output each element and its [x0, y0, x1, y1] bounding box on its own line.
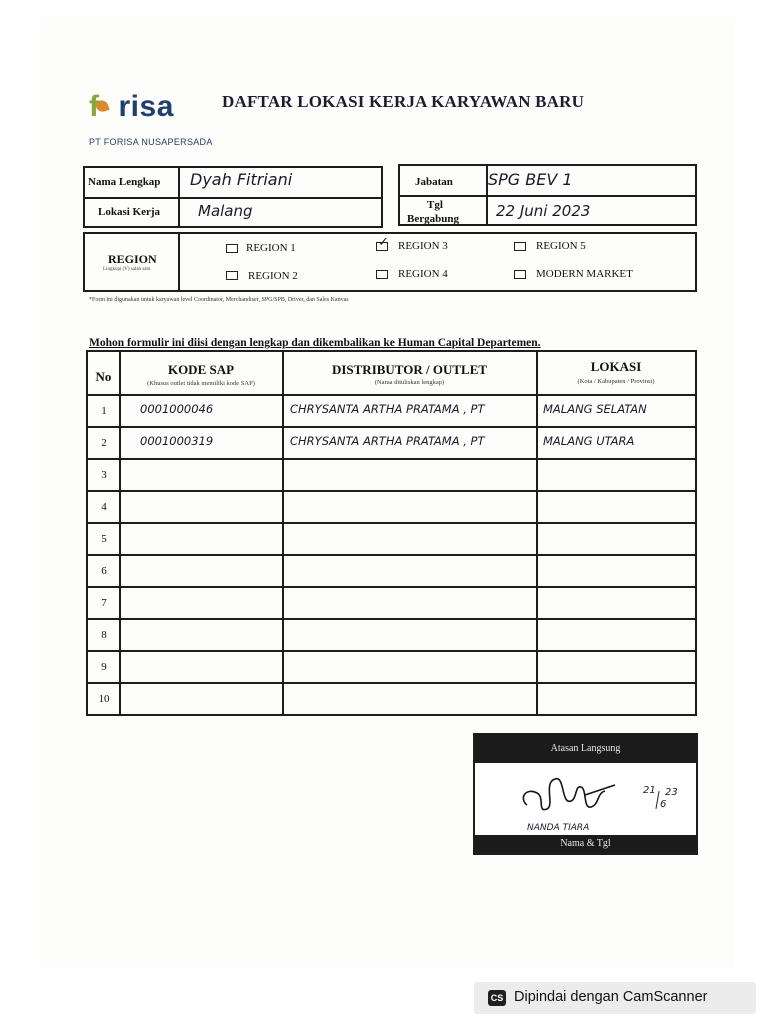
table-row	[88, 650, 695, 682]
row-number: 3	[101, 469, 107, 481]
row-number: 6	[101, 565, 107, 577]
cell-distributor[interactable]: CHRYSANTA ARTHA PRATAMA , PT	[290, 434, 485, 448]
row-number: 10	[98, 693, 110, 705]
region-1-checkbox[interactable]	[226, 244, 238, 253]
divider	[84, 197, 382, 199]
divider	[178, 233, 180, 291]
table-row	[88, 618, 695, 650]
table-row	[88, 682, 695, 714]
header-lokasi: LOKASI	[590, 359, 642, 374]
header-lokasi-note: (Kota / Kabupaten / Provinsi)	[577, 378, 655, 385]
header-kode-sap-note: (Khusus outlet tidak memiliki kode SAP)	[147, 380, 255, 387]
region-5-label: REGION 5	[536, 240, 586, 252]
region-4-checkbox[interactable]	[376, 270, 388, 279]
signature-date-day: 21	[643, 785, 656, 796]
bergabung-label: Bergabung	[407, 213, 459, 225]
region-3-label: REGION 3	[398, 240, 448, 252]
table-row	[88, 522, 695, 554]
checkmark-icon: ✓	[378, 235, 389, 250]
camscanner-text: Dipindai dengan CamScanner	[514, 989, 708, 1005]
nama-value: Dyah Fitriani	[190, 170, 293, 189]
row-number: 7	[101, 597, 107, 609]
supervisor-signature-box	[473, 733, 698, 855]
row-number: 2	[101, 437, 107, 449]
signature-mark	[515, 765, 635, 825]
tgl-label: Tgl	[427, 199, 443, 211]
header-kode-sap: KODE SAP	[167, 362, 235, 377]
instruction-text: Mohon formulir ini diisi dengan lengkap dan dikembalikan ke Human Capital Departemen.	[89, 337, 541, 349]
modern-market-label: MODERN MARKET	[536, 268, 633, 280]
jabatan-value: SPG BEV 1	[488, 170, 573, 189]
camscanner-badge	[474, 982, 756, 1014]
cell-kode-sap[interactable]: 0001000046	[140, 402, 214, 416]
company-name: PT FORISA NUSAPERSADA	[89, 137, 213, 147]
nama-label: Nama Lengkap	[88, 176, 161, 188]
region-sublabel: Lingkupi (V) salah satu	[103, 267, 151, 272]
cell-kode-sap[interactable]: 0001000319	[140, 434, 214, 448]
divider	[399, 195, 696, 197]
signature-name: NANDA TIARA	[527, 823, 590, 833]
camscanner-icon: CS	[488, 990, 506, 1006]
cell-lokasi[interactable]: MALANG UTARA	[543, 434, 635, 448]
tgl-value: 22 Juni 2023	[496, 202, 591, 220]
location-table	[86, 350, 697, 716]
signature-footer: Nama & Tgl	[475, 835, 696, 853]
row-number: 5	[101, 533, 107, 545]
jabatan-label: Jabatan	[415, 176, 453, 188]
modern-market-checkbox[interactable]	[514, 270, 526, 279]
table-row	[88, 458, 695, 490]
header-distributor-note: (Nama dituliskan lengkap)	[374, 379, 445, 386]
table-row	[88, 554, 695, 586]
region-box	[83, 232, 697, 292]
page-title: DAFTAR LOKASI KERJA KARYAWAN BARU	[222, 92, 585, 111]
row-number: 1	[101, 405, 107, 417]
signature-header: Atasan Langsung	[475, 735, 696, 763]
region-2-label: REGION 2	[248, 270, 298, 282]
region-2-checkbox[interactable]	[226, 271, 238, 280]
lokasi-value: Malang	[198, 202, 253, 220]
row-number: 8	[101, 629, 107, 641]
region-5-checkbox[interactable]	[514, 242, 526, 251]
table-row	[88, 394, 695, 426]
row-number: 4	[101, 501, 107, 513]
signature-date-year: 23	[665, 787, 678, 798]
date-slash	[655, 791, 659, 809]
form-note: *Form ini digunakan untuk karyawan level Coordinator, Merchandiser, SPG/SPB, Driver, dan Sales Kanvas	[89, 297, 349, 303]
table-row	[88, 426, 695, 458]
signature-date-month: 6	[660, 799, 667, 810]
header-no: No	[95, 369, 112, 384]
table-row	[88, 490, 695, 522]
forisa-logo: f risa	[89, 90, 174, 123]
table-row	[88, 586, 695, 618]
lokasi-label: Lokasi Kerja	[98, 206, 161, 218]
region-1-label: REGION 1	[246, 242, 296, 254]
region-4-label: REGION 4	[398, 268, 448, 280]
header-distributor: DISTRIBUTOR / OUTLET	[331, 362, 488, 377]
region-label: REGION	[108, 252, 157, 266]
cell-distributor[interactable]: CHRYSANTA ARTHA PRATAMA , PT	[290, 402, 485, 416]
cell-lokasi[interactable]: MALANG SELATAN	[543, 402, 647, 416]
row-number: 9	[101, 661, 107, 673]
